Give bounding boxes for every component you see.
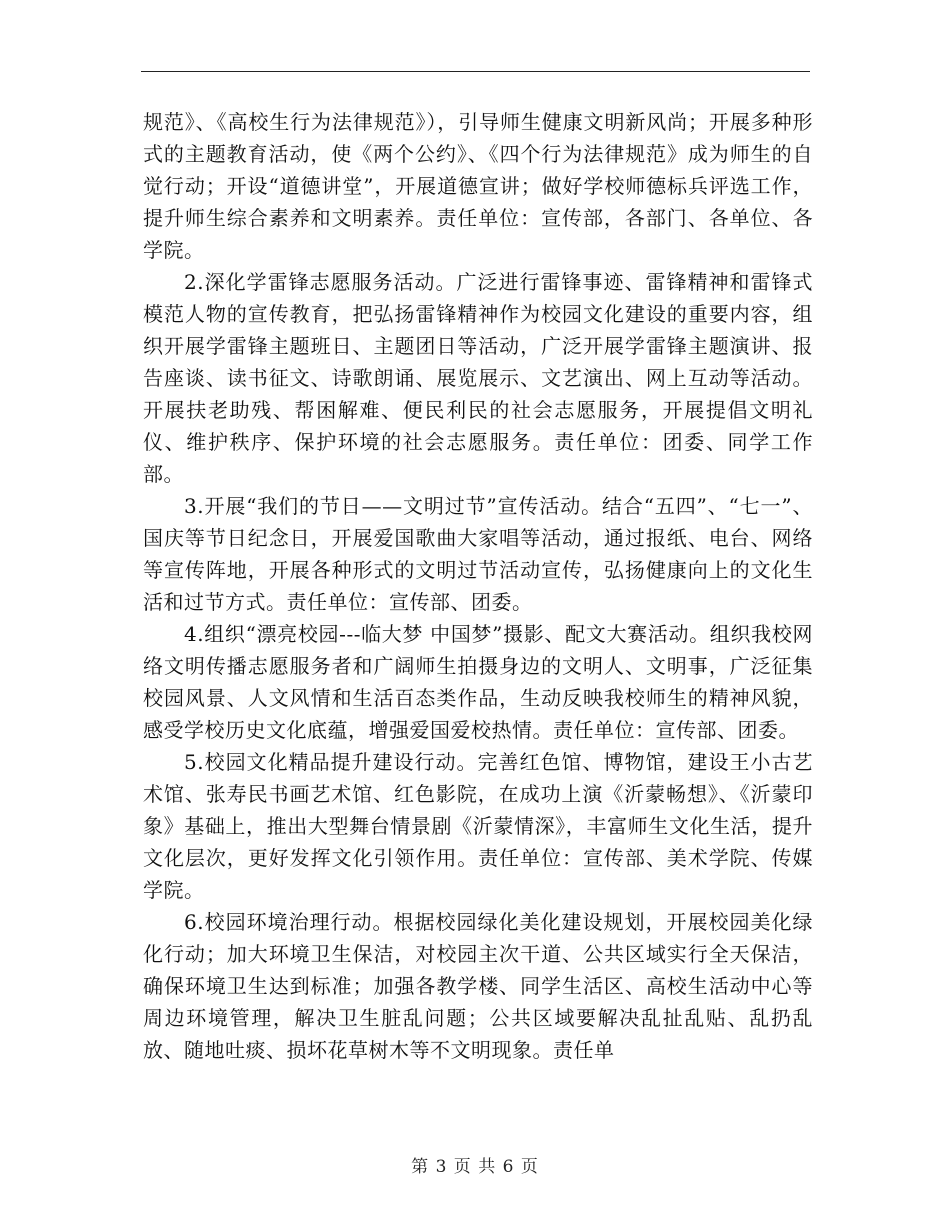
paragraph-item-5: 5.校园文化精品提升建设行动。完善红色馆、博物馆，建设王小古艺术馆、张寿民书画艺术馆、红色影院，在成功上演《沂蒙畅想》、《沂蒙印象》基础上，推出大型舞台情景剧《沂蒙情深》，丰富师生文化生活，提升文化层次，更好发挥文化引领作用。责任单位：宣传部、美术学院、传媒学院。 — [143, 750, 813, 902]
document-body — [143, 106, 813, 1066]
paragraph-continued: 规范》、《高校生行为法律规范》），引导师生健康文明新风尚；开展多种形式的主题教育活动，使《两个公约》、《四个行为法律规范》成为师生的自觉行动；开设“道德讲堂”，开展道德宣讲；做好学校师德标兵评选工作，提升师生综合素养和文明素养。责任单位：宣传部，各部门、各单位、各学院。 — [143, 110, 813, 262]
page-number-footer: 第 3 页 共 6 页 — [411, 1157, 539, 1177]
paragraph-item-3: 3.开展“我们的节日——文明过节”宣传活动。结合“五四”、“七一”、国庆等节日纪念日，开展爱国歌曲大家唱等活动，通过报纸、电台、网络等宣传阵地，开展各种形式的文明过节活动宣传，弘扬健康向上的文化生活和过节方式。责任单位：宣传部、团委。 — [143, 494, 813, 614]
paragraph-item-6: 6.校园环境治理行动。根据校园绿化美化建设规划，开展校园美化绿化行动；加大环境卫生保洁，对校园主次干道、公共区域实行全天保洁，确保环境卫生达到标准；加强各教学楼、同学生活区、高校生活动中心等周边环境管理，解决卫生脏乱问题；公共区域要解决乱扯乱贴、乱扔乱放、随地吐痰、损坏花草树木等不文明现象。责任单 — [143, 910, 813, 1062]
paragraph-item-2: 2.深化学雷锋志愿服务活动。广泛进行雷锋事迹、雷锋精神和雷锋式模范人物的宣传教育，把弘扬雷锋精神作为校园文化建设的重要内容，组织开展学雷锋主题班日、主题团日等活动，广泛开展学雷锋主题演讲、报告座谈、读书征文、诗歌朗诵、展览展示、文艺演出、网上互动等活动。开展扶老助残、帮困解难、便民利民的社会志愿服务，开展提倡文明礼仪、维护秩序、保护环境的社会志愿服务。责任单位：团委、同学工作部。 — [143, 270, 813, 486]
paragraph-item-4: 4.组织“漂亮校园---临大梦 中国梦”摄影、配文大赛活动。组织我校网络文明传播志愿服务者和广阔师生拍摄身边的文明人、文明事，广泛征集校园风景、人文风情和生活百态类作品，生动反映我校师生的精神风貌，感受学校历史文化底蕴，增强爱国爱校热情。责任单位：宣传部、团委。 — [143, 622, 813, 742]
header-rule — [141, 71, 810, 72]
